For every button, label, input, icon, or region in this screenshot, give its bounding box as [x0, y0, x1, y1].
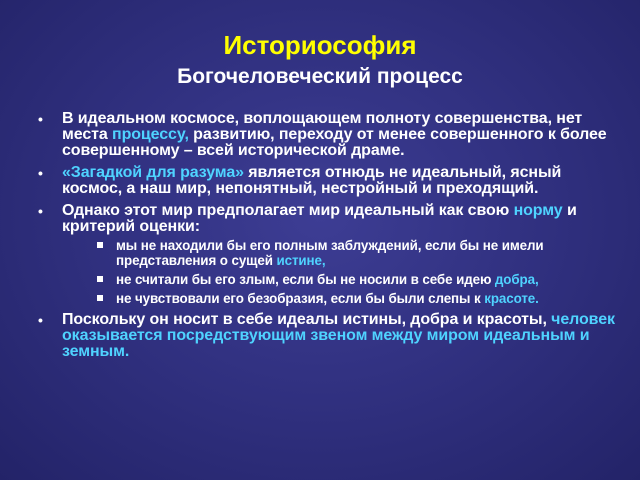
bullet-icon: •	[38, 165, 43, 181]
bullet-icon: •	[38, 111, 43, 127]
sub-bullet-2-text: не считали бы его злым, если бы не носили в себе идею	[116, 272, 495, 287]
slide-subtitle: Богочеловеческий процесс	[177, 65, 463, 88]
square-bullet-icon	[97, 276, 103, 282]
bullet-1-text-end: развитию, переходу от менее совершенного к более совершенному – всей исторической драме.	[62, 126, 607, 159]
bullet-1-text: В идеальном космосе, воплощающем полноту совершенства, нет места	[62, 110, 583, 143]
bullet-list	[36, 111, 616, 366]
bullet-2-highlight: «Загадкой для разума»	[62, 164, 244, 181]
square-bullet-icon	[97, 295, 103, 301]
bullet-item-3	[36, 203, 616, 306]
sub-bullet-item-3	[62, 291, 616, 306]
sub-bullet-3-text: не чувствовали его безобразия, если бы были слепы к	[116, 291, 485, 306]
sub-bullet-3-highlight: красоте.	[484, 291, 539, 306]
bullet-item-2	[36, 165, 616, 197]
sub-bullet-list	[62, 238, 616, 306]
bullet-3-text: Однако этот мир предполагает мир идеальный как свою	[62, 202, 514, 219]
bullet-item-1	[36, 111, 616, 159]
bullet-icon: •	[38, 312, 43, 328]
bullet-3-highlight: норму	[513, 202, 563, 219]
bullet-4-text: Поскольку он носит в себе идеалы истины, добра и красоты,	[62, 311, 552, 328]
bullet-3-text-end: и критерий оценки:	[62, 202, 577, 235]
bullet-item-4	[36, 312, 616, 360]
sub-bullet-2-highlight: добра,	[494, 272, 539, 287]
bullet-4-highlight: человек оказывается посредствующим звеном между миром идеальным и земным.	[62, 311, 615, 360]
slide-title: Историософия	[223, 30, 417, 60]
sub-bullet-item-1	[62, 238, 616, 268]
bullet-1-highlight: процессу,	[112, 126, 189, 143]
sub-bullet-item-2	[62, 272, 616, 287]
bullet-icon: •	[38, 203, 43, 219]
sub-bullet-1-text: мы не находили бы его полным заблуждений, если бы не имели представления о сущей	[116, 238, 544, 268]
sub-bullet-1-highlight: истине,	[276, 253, 326, 268]
bullet-2-text-end: является отнюдь не идеальный, ясный космос, а наш мир, непонятный, нестройный и преходящий.	[62, 164, 562, 197]
square-bullet-icon	[97, 242, 103, 248]
